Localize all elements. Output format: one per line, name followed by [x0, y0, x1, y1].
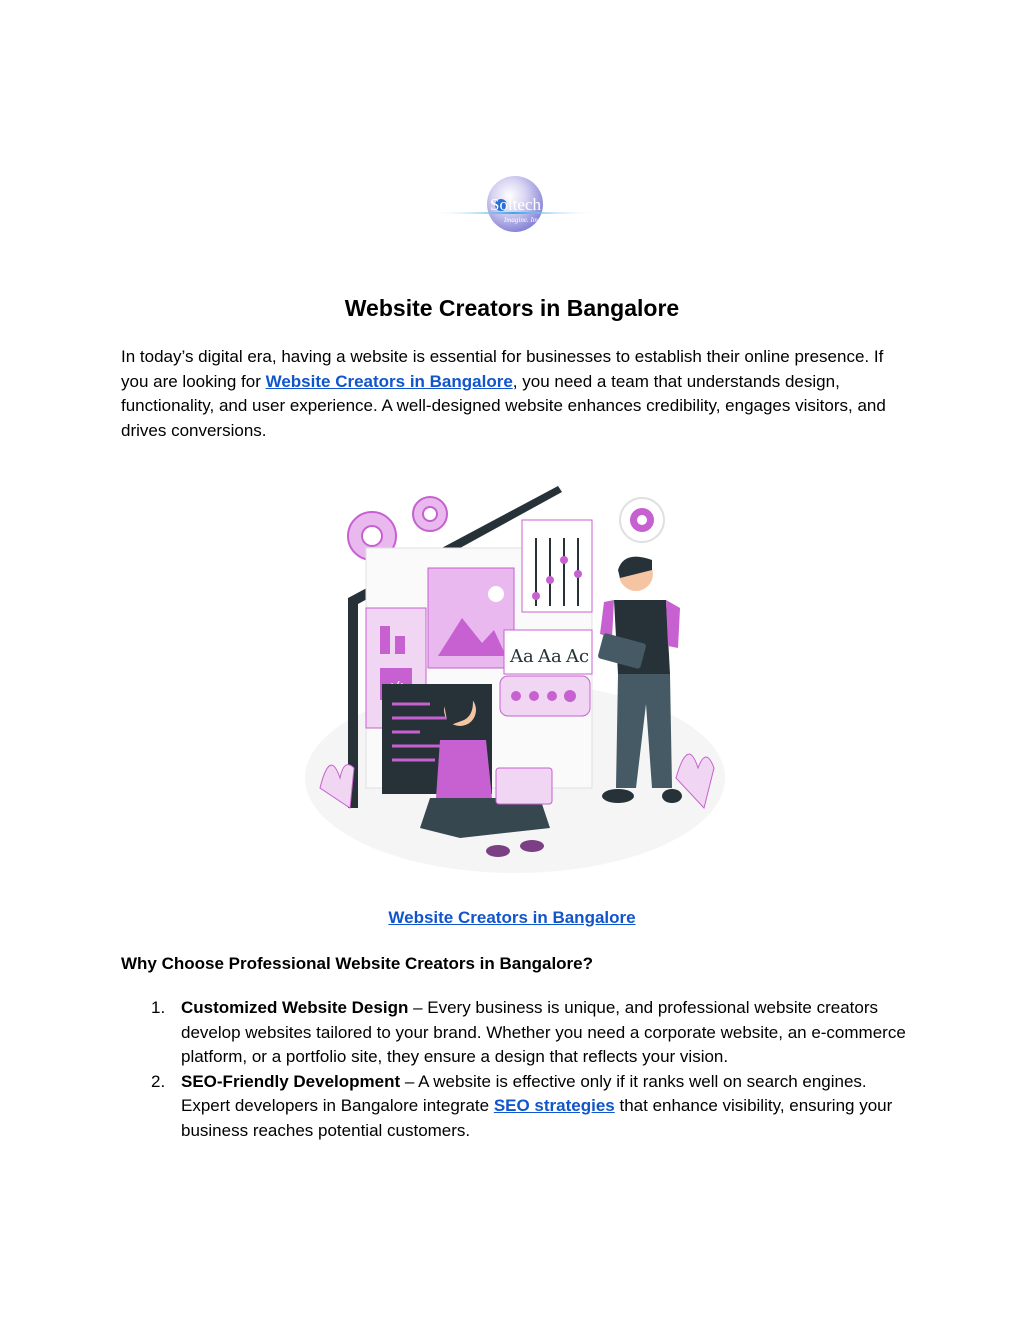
page-title: Website Creators in Bangalore — [344, 295, 680, 321]
intro-website-creators-link[interactable]: Website Creators in Bangalore — [265, 371, 513, 391]
illustration-caption — [0, 906, 1024, 930]
list-item-title: SEO-Friendly Development — [181, 1071, 401, 1091]
list-item — [121, 1070, 911, 1144]
settings-bubble-icon — [620, 498, 664, 542]
list-item — [121, 996, 911, 1070]
caption-website-creators-link[interactable]: Website Creators in Bangalore — [388, 908, 636, 927]
logo-brand-text: Soltech — [490, 195, 541, 214]
list-item-number: 2. — [151, 1071, 166, 1091]
intro-text-after: , you need a team that understands design, functionality, and user experience. A well-designed website enhances credibility, engages visitors, and drives conversions. — [121, 371, 886, 440]
website-design-illustration — [300, 478, 730, 878]
svg-text:Aa: Aa — [538, 646, 562, 667]
list-item-text-before: – A website is effective only if it ranks well on search engines. Expert developers in Bangalore integrate — [181, 1071, 867, 1115]
list-item-text: – Every business is unique, and professional website creators develop websites tailored to your brand. Whether you need a corporate website, an e-commerce platform, or a portfolio site, they ensure a design that reflects your vision. — [181, 998, 906, 1066]
intro-paragraph — [121, 345, 911, 443]
list-item-number: 1. — [151, 998, 166, 1017]
intro-text-before: In today’s digital era, having a website is essential for businesses to establish their online presence. If you are looking for — [121, 347, 884, 391]
reasons-list — [121, 996, 911, 1143]
list-item-text-after: that enhance visibility, ensuring your business reaches potential customers. — [181, 1096, 893, 1140]
logo-tagline-text: Imagine. Implement. — [504, 216, 562, 224]
svg-text:Aa: Aa — [510, 646, 534, 667]
section-subheading: Why Choose Professional Website Creators in Bangalore? — [121, 954, 594, 973]
svg-text:Ac: Ac — [566, 646, 590, 667]
list-item-title: Customized Website Design — [181, 998, 409, 1017]
gear-icon — [413, 497, 447, 531]
company-logo — [430, 170, 598, 240]
seo-strategies-link[interactable]: SEO strategies — [493, 1096, 615, 1115]
